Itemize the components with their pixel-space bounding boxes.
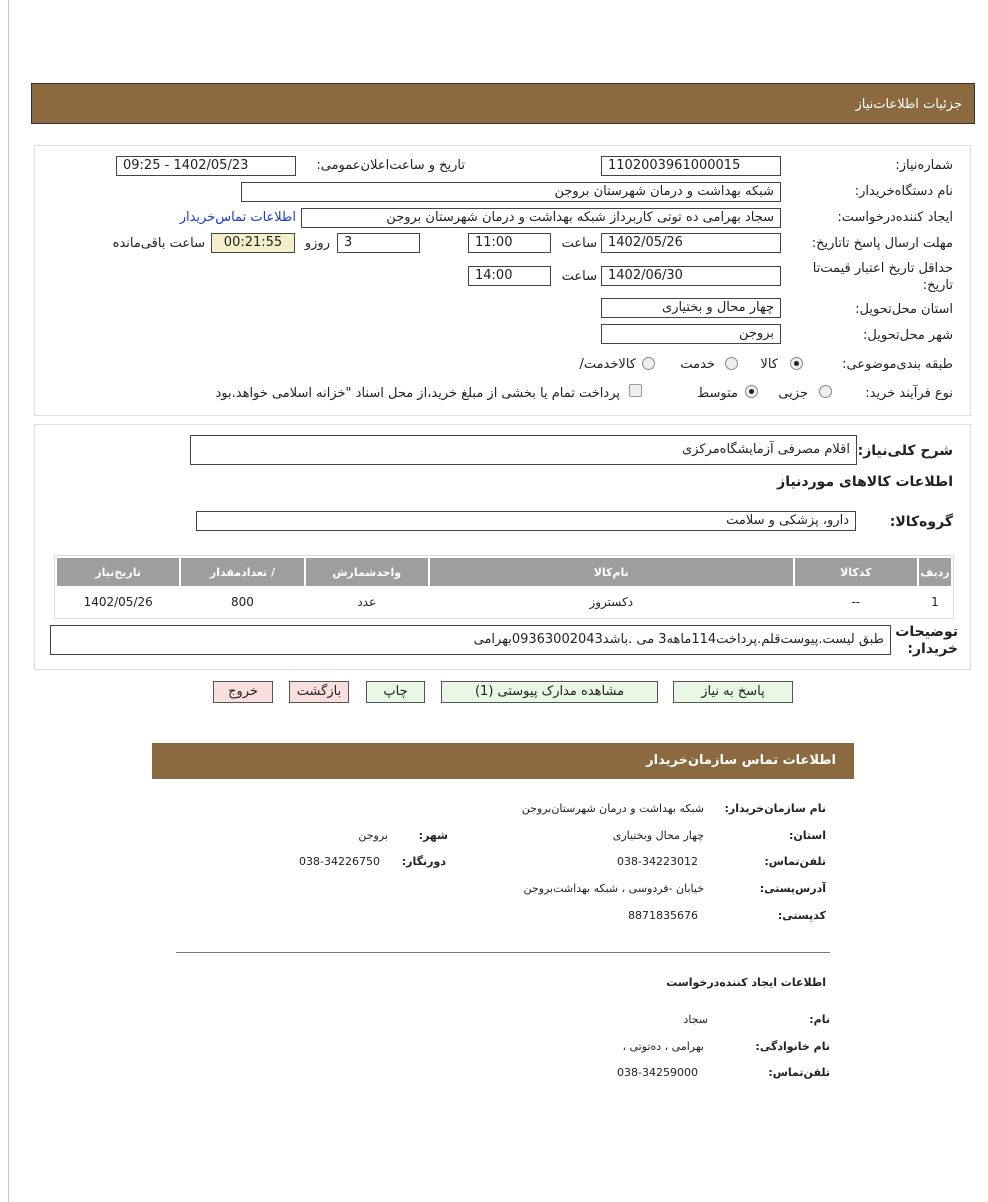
cell-goods-code: -- — [851, 595, 861, 609]
contact-city-label: شهر: — [418, 829, 448, 842]
days-field: 3 — [337, 233, 420, 253]
header-bar — [31, 83, 975, 124]
contact-fax-value: 038-34226750 — [299, 855, 380, 868]
announce-label: تاریخ و ساعت‌اعلان‌عمومی: — [316, 158, 465, 173]
cell-row-number: 1 — [931, 595, 939, 609]
announce-field: 1402/05/23 - 09:25 — [116, 156, 296, 176]
col-quantity: / تعدادمقدار — [181, 558, 303, 586]
contact-fax-label: دورنگار: — [401, 855, 446, 868]
cell-quantity: 800 — [231, 595, 254, 609]
creator-label: ایجاد کننده‌درخواست: — [837, 210, 953, 225]
process-radio-medium[interactable] — [745, 385, 758, 398]
days-label: روزو — [304, 236, 330, 251]
process-option-medium: متوسط — [697, 386, 738, 401]
province-label: استان محل‌تحویل: — [855, 302, 953, 317]
deadline-time-label: ساعت — [561, 236, 597, 251]
contact-address-value: خیابان -فردوسی ، شبکه بهداشت‌بروجن — [523, 882, 704, 895]
validity-date-field: 1402/06/30 — [601, 266, 781, 286]
contact-org-label: نام سازمان‌خریدار: — [724, 802, 826, 815]
cell-unit: عدد — [357, 595, 377, 609]
contact-address-label: آدرس‌پستی: — [759, 882, 826, 895]
summary-field: اقلام مصرفی آزمایشگاه‌مرکزی — [190, 435, 857, 465]
category-radio-service[interactable] — [725, 357, 738, 370]
contact-province-value: چهار محال وبختیاری — [612, 829, 704, 842]
creator-phone-value: 038-34259000 — [617, 1066, 698, 1079]
creator-name-label: نام: — [809, 1013, 830, 1026]
col-unit: واحدشمارش — [306, 558, 428, 586]
page-left-border — [8, 0, 9, 1202]
contact-province-label: استان: — [789, 829, 826, 842]
category-label: طبقه بندی‌موضوعی: — [842, 357, 953, 372]
group-label: گروه‌کالا: — [889, 514, 953, 530]
city-label: شهر محل‌تحویل: — [863, 328, 953, 343]
header-title: جزئیات اطلاعات‌نیاز — [855, 97, 962, 112]
creator-family-value: بهرامی ، ده‌توتی ، — [622, 1040, 704, 1053]
goods-table — [54, 555, 954, 619]
city-field: بروجن — [601, 324, 781, 344]
validity-time-field: 14:00 — [468, 266, 551, 286]
attachments-button[interactable]: مشاهده مدارک پیوستی (1) — [441, 681, 658, 703]
exit-button[interactable]: خروج — [213, 681, 273, 703]
reply-button[interactable]: پاسخ به نیاز — [673, 681, 793, 703]
province-field: چهار محال و بختیاری — [601, 298, 781, 318]
table-header-row — [57, 558, 951, 586]
contact-postal-label: کد‌پستی: — [777, 909, 826, 922]
remaining-label: ساعت باقی‌مانده — [112, 236, 205, 251]
category-option-service: خدمت — [680, 357, 715, 372]
buyer-contact-link[interactable]: اطلاعات تماس‌خریدار — [179, 210, 296, 225]
col-need-date: تاریخ‌نیاز — [57, 558, 179, 586]
process-label: نوع فرآیند خرید: — [865, 386, 953, 401]
col-row-number: ردیف — [919, 558, 951, 586]
back-button[interactable]: بازگشت — [289, 681, 349, 703]
buyer-notes-field: طبق لیست.پیوست‌قلم.پرداخت114ماهه3 می .باشد09363002043بهرامی — [50, 625, 891, 655]
remaining-time-field: 00:21:55 — [211, 233, 295, 253]
category-radio-goods[interactable] — [790, 357, 803, 370]
group-field: دارو، پزشکی و سلامت — [196, 511, 856, 531]
deadline-date-field: 1402/05/26 — [601, 233, 781, 253]
category-option-goods: کالا — [760, 357, 778, 372]
contact-org-value: شبکه بهداشت و درمان شهرستان‌بروجن — [521, 802, 704, 815]
table-row — [57, 588, 951, 616]
buyer-label: نام دستگاه‌خریدار: — [854, 184, 953, 199]
contact-header — [152, 743, 854, 779]
deadline-time-field: 11:00 — [468, 233, 551, 253]
print-button[interactable]: چاپ — [366, 681, 425, 703]
contact-city-value: بروجن — [358, 829, 388, 842]
buyer-notes-label: توضیحات خریدار: — [895, 624, 958, 657]
section-divider — [176, 952, 830, 953]
process-radio-minor[interactable] — [819, 385, 832, 398]
col-goods-code: کدکالا — [795, 558, 917, 586]
creator-field: سجاد بهرامی ده توتی کاربرداز شبکه بهداشت و درمان شهرستان بروجن — [301, 208, 781, 228]
creator-info-heading: اطلاعات ایجاد کننده‌درخواست — [666, 976, 826, 989]
creator-family-label: نام خانوادگی: — [755, 1040, 830, 1053]
category-option-goods-service: کالا‌خدمت/ — [579, 357, 636, 372]
validity-label: حداقل تاریخ اعتبار قیمت‌تا تاریخ: — [812, 261, 953, 293]
contact-phone-label: تلفن‌تماس: — [764, 855, 826, 868]
contact-postal-value: 8871835676 — [628, 909, 698, 922]
summary-label: شرح کلی‌نیاز: — [857, 443, 953, 459]
deadline-label: مهلت ارسال پاسخ تا‌تاریخ: — [811, 236, 953, 251]
need-number-field: 1102003961000015 — [601, 156, 781, 176]
contact-title: اطلاعات تماس سازمان‌خریدار — [646, 753, 836, 768]
category-radio-goods-service[interactable] — [642, 357, 655, 370]
creator-name-value: سجاد — [683, 1013, 708, 1026]
payment-checkbox[interactable] — [629, 384, 642, 397]
col-goods-name: نام‌کالا — [430, 558, 793, 586]
cell-need-date: 1402/05/26 — [83, 595, 153, 609]
cell-goods-name: دکستروز — [589, 595, 634, 609]
buyer-field: شبکه بهداشت و درمان شهرستان بروجن — [241, 182, 781, 202]
validity-time-label: ساعت — [561, 269, 597, 284]
contact-phone-value: 038-34223012 — [617, 855, 698, 868]
creator-phone-label: تلفن‌تماس: — [768, 1066, 830, 1079]
need-number-label: شماره‌نیاز: — [895, 158, 953, 173]
process-option-minor: جزیی — [778, 386, 808, 401]
goods-heading: اطلاعات کالاهای موردنیاز — [777, 474, 953, 490]
payment-note: پرداخت تمام یا بخشی از مبلغ خرید،از محل اسناد "خزانه اسلامی خواهد.بود — [215, 386, 620, 401]
